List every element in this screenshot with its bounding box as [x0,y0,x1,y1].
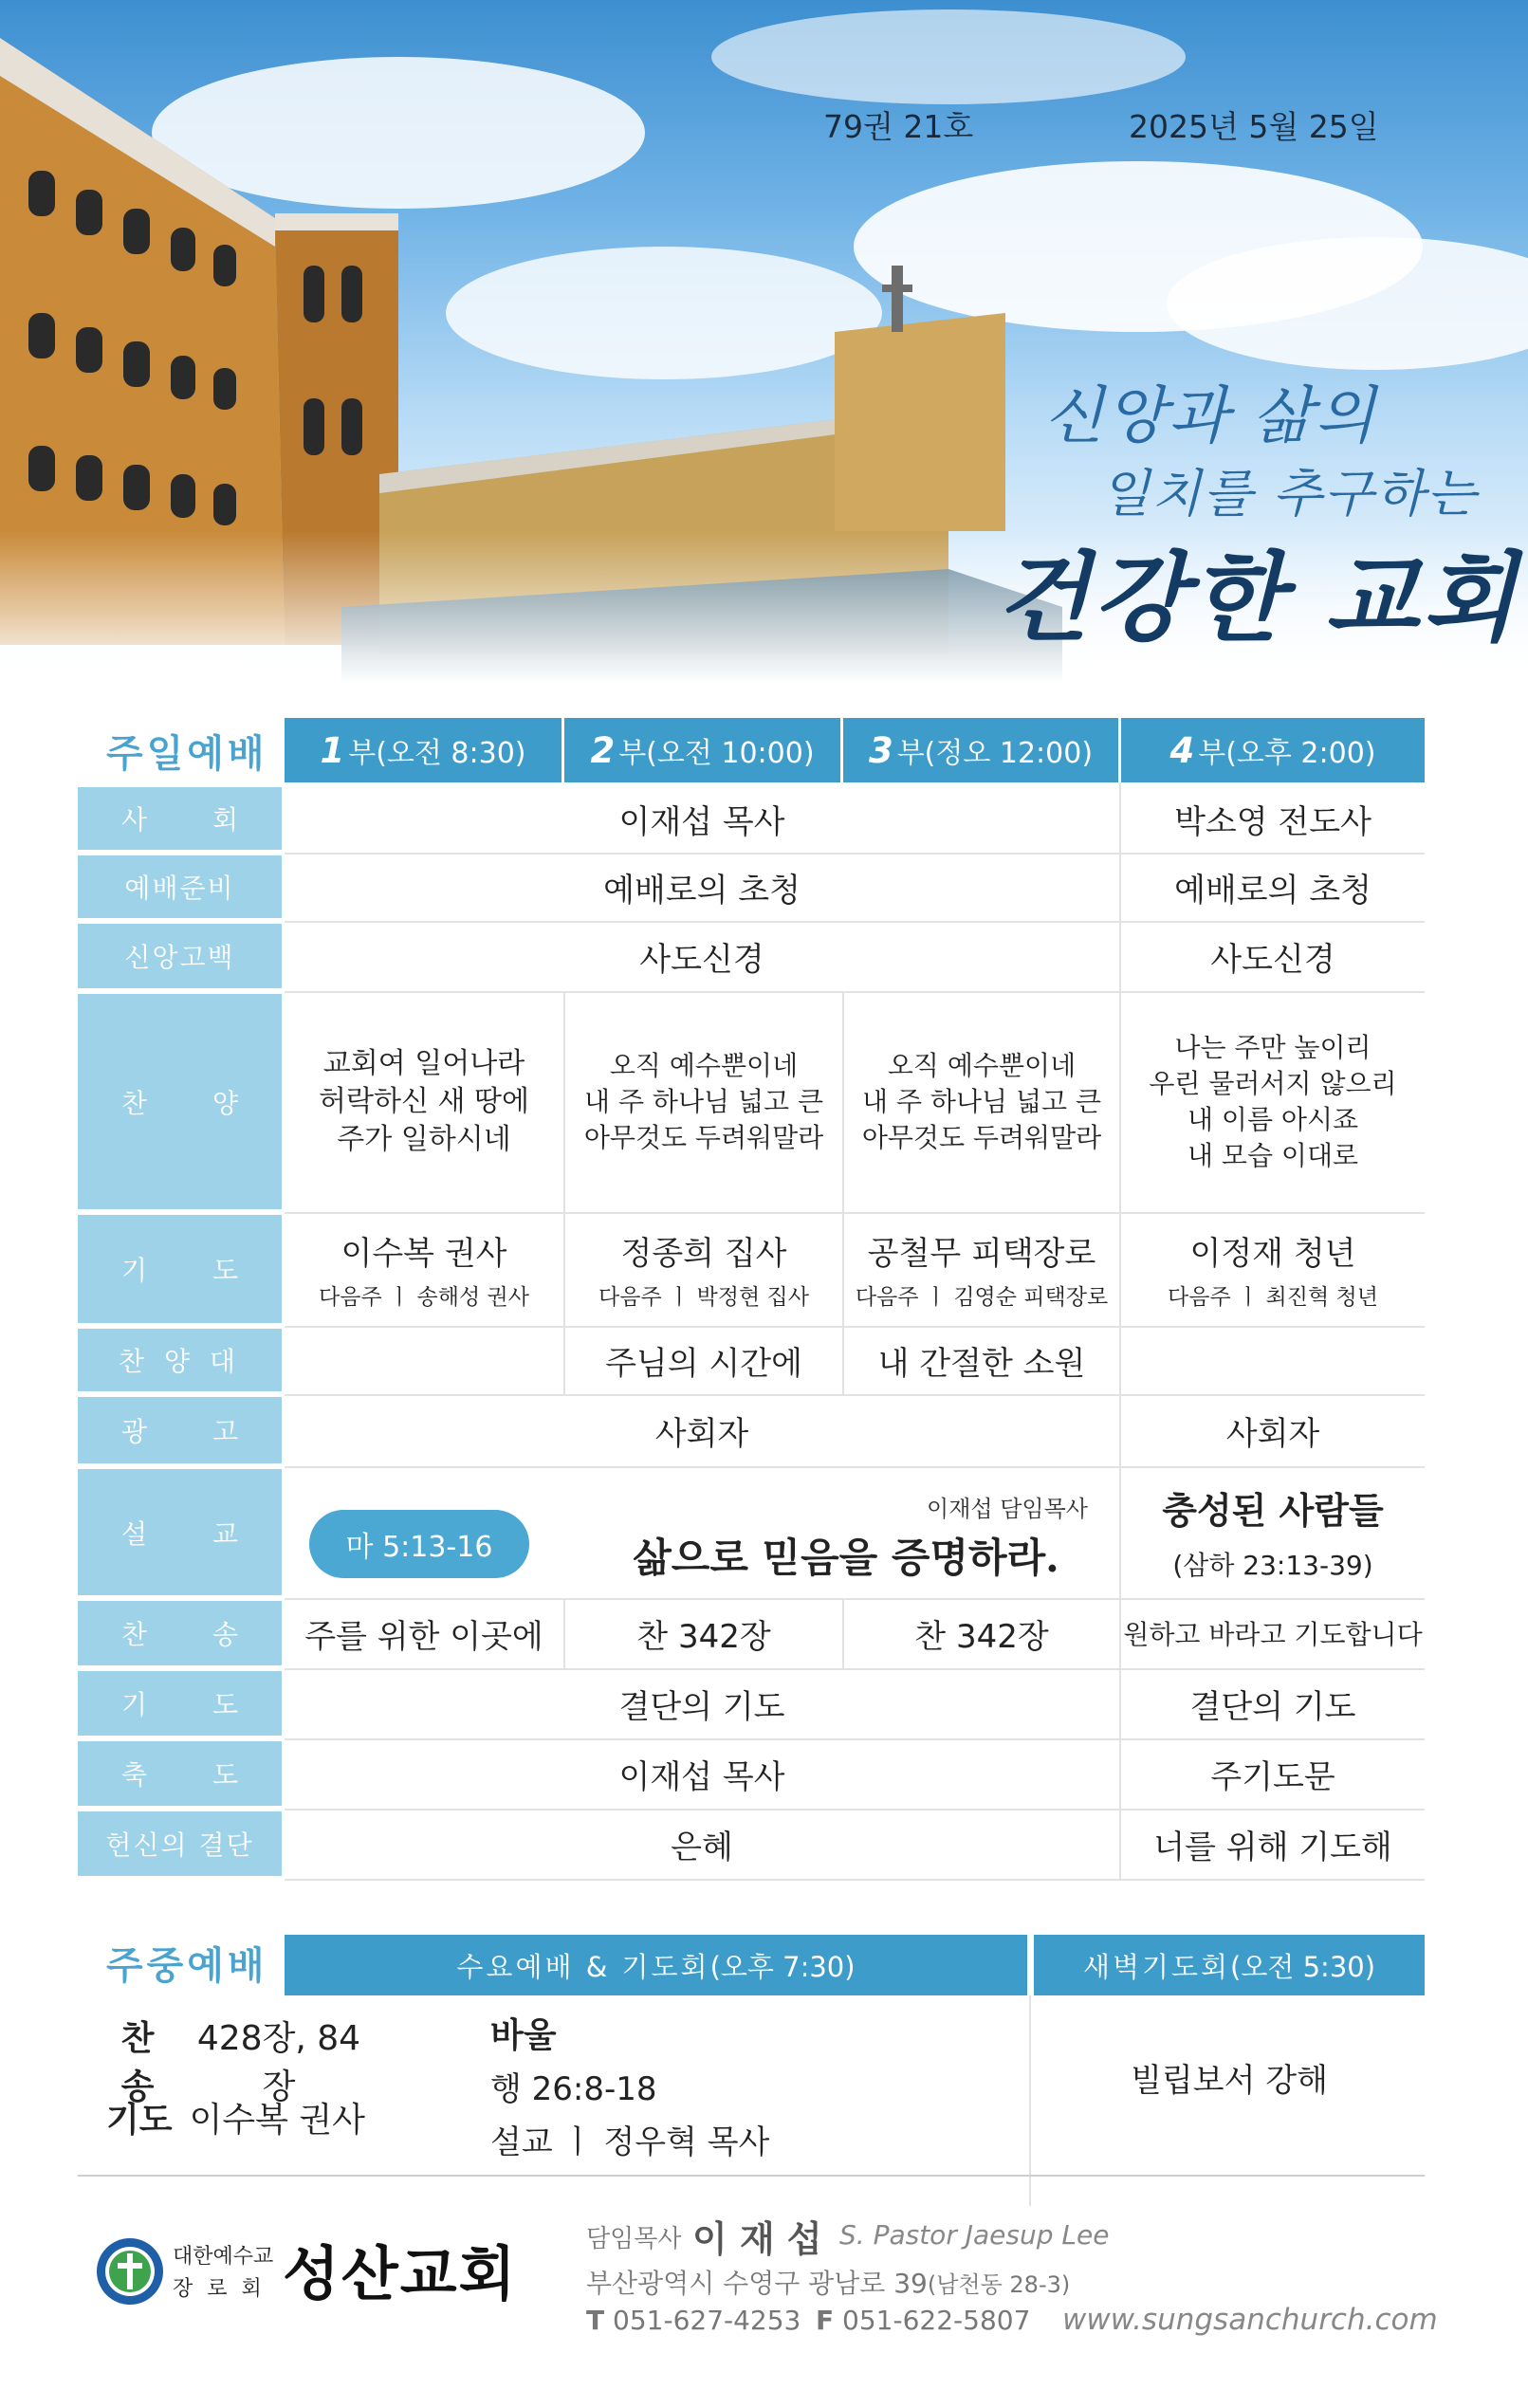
row-divider [285,1668,1425,1670]
praise-service-2 [565,994,842,1209]
praise-song: 오직 예수뿐이네 [887,1049,1077,1081]
prayer-next-leader: 다음주 ㅣ 최진혁 청년 [1168,1285,1378,1310]
prayer-service-2 [565,1215,842,1323]
row-label-creed: 신앙고백 [78,924,282,988]
hymn-service-4: 원하고 바라고 기도합니다 [1123,1619,1423,1650]
prayer-service-4 [1121,1215,1425,1323]
row-divider [285,1326,1425,1328]
row-divider [285,853,1425,855]
prayer-next-leader: 다음주 ㅣ 송해성 권사 [319,1285,529,1310]
service-3-header: 3 부(정오 12:00) [843,718,1118,782]
sermon-scripture-badge: 마 5:13-16 [309,1510,529,1578]
row-divider [285,1394,1425,1396]
praise-song: 내 주 하나님 넓고 큰 [862,1085,1101,1117]
dedication-fourth: 너를 위해 기도해 [1153,1828,1392,1866]
prayer-next-leader: 다음주 ㅣ 박정현 집사 [598,1285,809,1310]
row-label-hymn: 찬 송 [78,1601,282,1665]
slogan-line-1: 신앙과 삶의 [1043,379,1377,452]
benediction-fourth: 주기도문 [1210,1757,1335,1796]
row-label-prep: 예배준비 [78,855,282,918]
prayer2-main: 결단의 기도 [618,1687,785,1726]
row-divider [285,921,1425,923]
denomination-emblem-icon [95,2236,165,2307]
prayer-leader: 공철무 피택장로 [867,1235,1096,1273]
creed-main: 사도신경 [639,940,764,979]
denomination-line-1: 대한예수교 [173,2245,274,2269]
hymn-service-1: 주를 위한 이곳에 [304,1617,543,1656]
praise-song: 허락하신 새 땅에 [319,1084,529,1118]
prayer-leader: 정종희 집사 [620,1235,787,1273]
footer-divider [78,2175,1425,2177]
dawn-header: 새벽기도회 (오전 5:30) [1034,1935,1425,1995]
sermon-fourth [1121,1469,1425,1595]
praise-song: 아무것도 두려워말라 [583,1121,824,1153]
sunday-section-title: 주일예배 [106,731,268,776]
row-divider [285,1212,1425,1214]
midweek-scripture: 행 26:8-18 [490,2069,657,2108]
service-4-header: 4 부(오후 2:00) [1121,718,1425,782]
hymn-service-2: 찬 342장 [636,1617,771,1656]
praise-song: 오직 예수뿐이네 [609,1049,799,1081]
header-banner [0,0,1528,683]
prep-fourth: 예배로의 초청 [1174,871,1372,910]
creed-fourth: 사도신경 [1210,940,1335,979]
pastor-english-name: S. Pastor Jaesup Lee [839,2219,1110,2251]
benediction-main: 이재섭 목사 [618,1757,785,1796]
pastor-label: 담임목사 [586,2225,682,2253]
announce-main: 사회자 [654,1414,749,1453]
slogan-line-3: 건강한 교회 [996,542,1520,655]
dedication-main: 은혜 [671,1828,733,1866]
praise-song: 내 주 하나님 넓고 큰 [584,1085,823,1117]
midweek-preacher: 설교 ㅣ 정우혁 목사 [490,2123,770,2161]
row-divider [285,1466,1425,1468]
praise-song: 우린 물러서지 않으리 [1149,1067,1397,1099]
praise-song: 주가 일하시네 [337,1122,511,1156]
row-label-host: 사 회 [78,787,282,850]
church-name-logo: 성산교회 [283,2239,518,2308]
pastor-name: 이 재 섭 [692,2218,822,2260]
sermon-fourth-title: 충성된 사람들 [1162,1489,1384,1532]
denomination-line-2: 장 로 회 [173,2277,266,2301]
issue-date: 2025년 5월 25일 [1129,108,1379,145]
praise-song: 내 이름 아시죠 [1187,1103,1359,1135]
dawn-topic: 빌립보서 강해 [1131,2061,1328,2100]
row-divider [285,1738,1425,1740]
row-divider [285,1598,1425,1600]
sermon-title: 삶으로 믿음을 증명하라. [633,1535,1059,1581]
choir-service-3: 내 간절한 소원 [877,1344,1086,1383]
praise-service-4 [1121,994,1425,1209]
church-fax: F 051-622-5807 [816,2305,1031,2336]
row-label-sermon: 설 교 [78,1469,282,1595]
host-fourth: 박소영 전도사 [1174,802,1372,841]
hymn-service-3: 찬 342장 [914,1617,1049,1656]
praise-song: 내 모습 이대로 [1187,1139,1359,1171]
service-2-header: 2 부(오전 10:00) [564,718,840,782]
choir-service-2: 주님의 시간에 [605,1344,802,1383]
row-label-praise: 찬 양 [78,994,282,1209]
sermon-fourth-scripture: (삼하 23:13-39) [1172,1550,1373,1581]
praise-service-1 [285,994,563,1209]
row-label-prayer2: 기 도 [78,1671,282,1736]
midweek-hymn: 찬송 428장, 84장 [120,2019,361,2106]
row-label-prayer: 기 도 [78,1215,282,1323]
slogan-line-2: 일치를 추구하는 [1100,464,1479,524]
row-divider [285,1809,1425,1811]
footer [0,2181,1528,2408]
praise-song: 나는 주만 높이리 [1174,1031,1372,1063]
midweek-prayer: 기도 이수복 권사 [106,2100,365,2140]
prayer2-fourth: 결단의 기도 [1189,1687,1356,1726]
church-website-link[interactable]: www.sungsanchurch.com [1062,2303,1438,2337]
prayer-next-leader: 다음주 ㅣ 김영순 피택장로 [855,1285,1109,1310]
row-label-announce: 광 고 [78,1397,282,1463]
row-divider [285,991,1425,993]
prayer-service-1 [285,1215,563,1323]
prep-main: 예배로의 초청 [603,871,801,910]
praise-song: 아무것도 두려워말라 [861,1121,1102,1153]
host-main: 이재섭 목사 [618,802,785,841]
prayer-leader: 이수복 권사 [341,1235,507,1273]
church-phone: T 051-627-4253 [586,2305,801,2336]
prayer-leader: 이정재 청년 [1189,1235,1356,1273]
church-address: 부산광역시 수영구 광남로 39(남천동 28-3) [586,2268,1071,2299]
wednesday-header: 수요예배 & 기도회 (오후 7:30) [285,1935,1027,1995]
row-label-benediction: 축 도 [78,1741,282,1806]
service-1-header: 1 부(오전 8:30) [285,718,561,782]
praise-song: 교회여 일어나라 [322,1046,525,1080]
issue-volume: 79권 21호 [823,108,974,145]
row-label-dedication: 헌신의 결단 [78,1811,282,1876]
praise-service-3 [844,994,1119,1209]
midweek-sermon-series: 바울 [490,2015,557,2055]
prayer-service-3 [844,1215,1119,1323]
announce-fourth: 사회자 [1225,1414,1320,1453]
midweek-section-title: 주중예배 [106,1943,268,1988]
row-label-choir: 찬 양 대 [78,1329,282,1391]
row-divider [285,1879,1425,1881]
sermon-preacher: 이재섭 담임목사 [927,1495,1088,1522]
